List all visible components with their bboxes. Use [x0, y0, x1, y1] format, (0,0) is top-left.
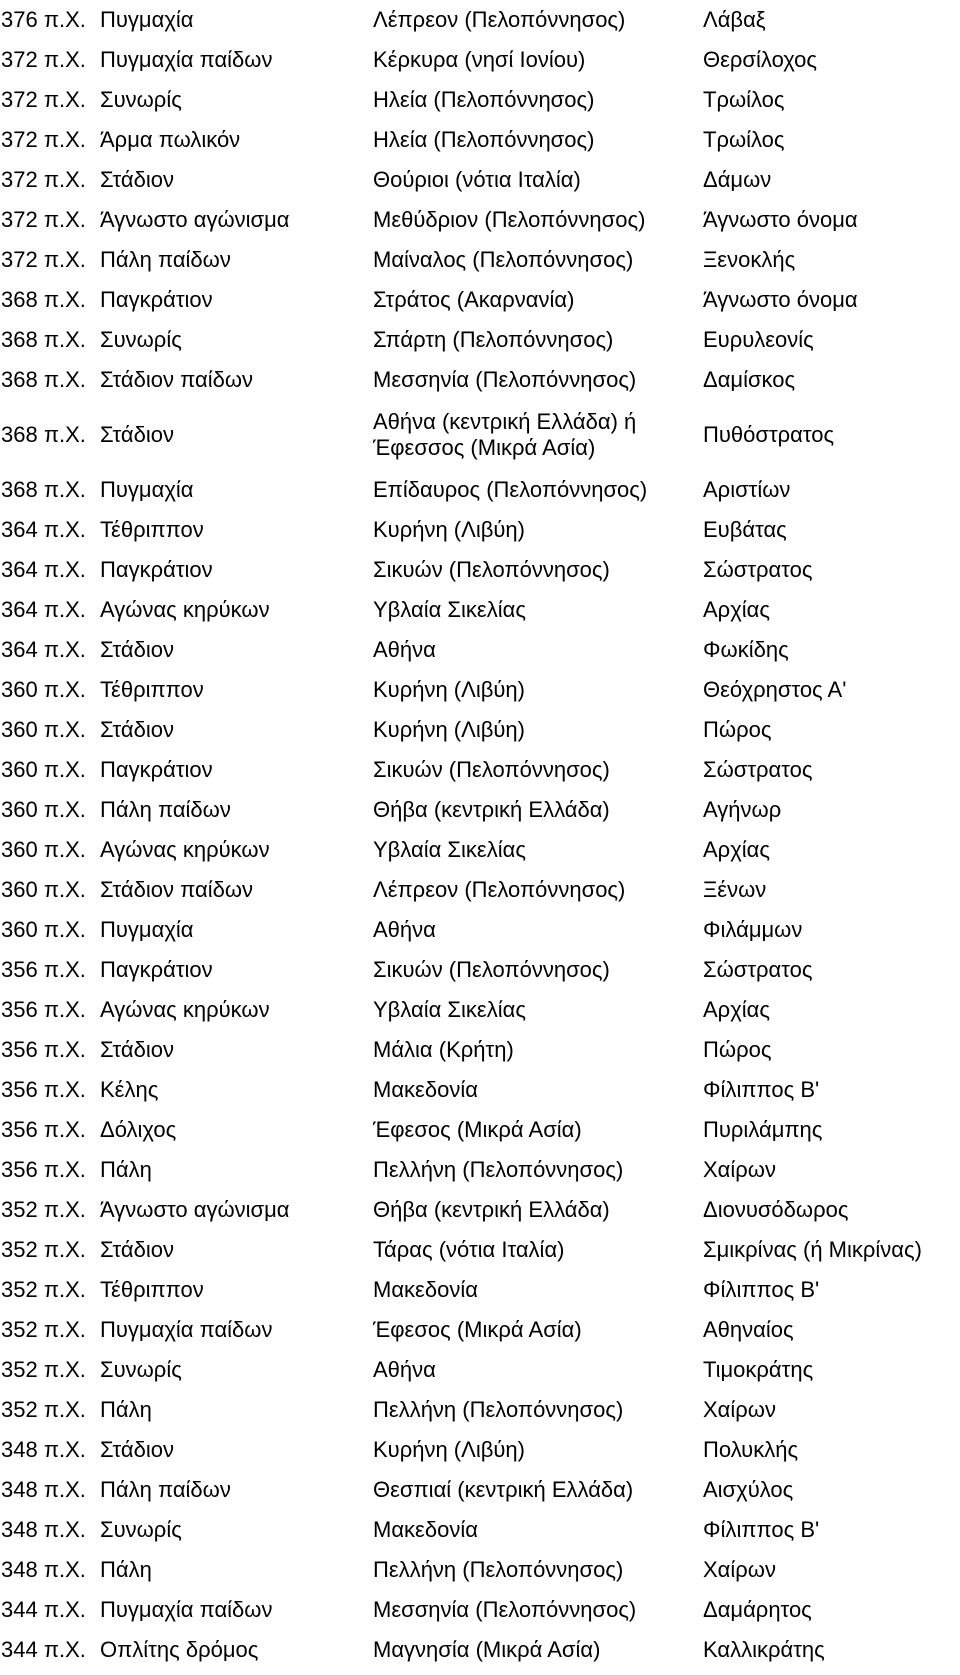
year-cell: 356 π.Χ. [1, 1157, 86, 1182]
event-cell: Οπλίτης δρόμος [100, 1637, 259, 1662]
event-cell: Πυγμαχία παίδων [100, 1317, 273, 1342]
place-cell: Κυρήνη (Λιβύη) [373, 1437, 525, 1462]
winner-cell: Χαίρων [703, 1397, 776, 1422]
table-row [0, 950, 960, 990]
winner-cell: Φωκίδης [703, 637, 789, 662]
table-row [0, 360, 960, 400]
year-cell: 356 π.Χ. [1, 1077, 86, 1102]
event-cell: Πυγμαχία παίδων [100, 1597, 273, 1622]
place-cell: Μακεδονία [373, 1517, 478, 1542]
place-cell: Μεθύδριον (Πελοπόννησος) [373, 207, 646, 232]
year-cell: 360 π.Χ. [1, 797, 86, 822]
year-cell: 352 π.Χ. [1, 1197, 86, 1222]
place-cell: Μάλια (Κρήτη) [373, 1037, 514, 1062]
event-cell: Πάλη παίδων [100, 247, 231, 272]
place-cell: Τάρας (νότια Ιταλία) [373, 1237, 565, 1262]
year-cell: 360 π.Χ. [1, 757, 86, 782]
place-cell: Θεσπιαί (κεντρική Ελλάδα) [373, 1477, 634, 1502]
place-cell: Ηλεία (Πελοπόννησος) [373, 127, 595, 152]
event-cell: Στάδιον παίδων [100, 367, 254, 392]
winner-cell: Ευρυλεονίς [703, 327, 814, 352]
winner-cell: Πυριλάμπης [703, 1117, 823, 1142]
winner-cell: Αριστίων [703, 477, 791, 502]
table-row [0, 40, 960, 80]
place-cell: Κυρήνη (Λιβύη) [373, 517, 525, 542]
place-cell: Πελλήνη (Πελοπόννησος) [373, 1557, 624, 1582]
table-row [0, 320, 960, 360]
winner-cell: Σμικρίνας (ή Μικρίνας) [703, 1237, 922, 1262]
event-cell: Παγκράτιον [100, 287, 213, 312]
event-cell: Πυγμαχία παίδων [100, 47, 273, 72]
winner-cell: Σώστρατος [703, 757, 813, 782]
table-row [0, 1510, 960, 1550]
event-cell: Αγώνας κηρύκων [100, 837, 270, 862]
table-row [0, 1230, 960, 1270]
place-cell: Υβλαία Σικελίας [373, 837, 526, 862]
winner-cell: Τρωίλος [703, 127, 785, 152]
year-cell: 344 π.Χ. [1, 1597, 86, 1622]
table-row [0, 400, 960, 470]
year-cell: 352 π.Χ. [1, 1357, 86, 1382]
place-cell: Κυρήνη (Λιβύη) [373, 717, 525, 742]
event-cell: Πυγμαχία [100, 477, 194, 502]
winner-cell: Πολυκλής [703, 1437, 799, 1462]
winner-cell: Άγνωστο όνομα [703, 207, 858, 232]
year-cell: 364 π.Χ. [1, 597, 86, 622]
winner-cell: Δαμίσκος [703, 367, 796, 392]
event-cell: Κέλης [100, 1077, 159, 1102]
year-cell: 360 π.Χ. [1, 717, 86, 742]
event-cell: Τέθριππον [100, 677, 204, 702]
place-cell: Θήβα (κεντρική Ελλάδα) [373, 797, 610, 822]
place-cell: Υβλαία Σικελίας [373, 597, 526, 622]
year-cell: 352 π.Χ. [1, 1237, 86, 1262]
place-cell: Στράτος (Ακαρνανία) [373, 287, 575, 312]
event-cell: Στάδιον [100, 1437, 175, 1462]
table-row [0, 1550, 960, 1590]
event-cell: Άγνωστο αγώνισμα [100, 207, 290, 232]
event-cell: Στάδιον [100, 637, 175, 662]
table-row [0, 630, 960, 670]
place-cell: Λέπρεον (Πελοπόννησος) [373, 7, 626, 32]
year-cell: 372 π.Χ. [1, 207, 86, 232]
winner-cell: Θεόχρηστος Α' [703, 677, 847, 702]
year-cell: 364 π.Χ. [1, 557, 86, 582]
year-cell: 372 π.Χ. [1, 127, 86, 152]
winner-cell: Πυθόστρατος [703, 422, 835, 447]
event-cell: Στάδιον [100, 1237, 175, 1262]
place-cell: Υβλαία Σικελίας [373, 997, 526, 1022]
winner-cell: Ξένων [703, 877, 767, 902]
place-cell: Έφεσος (Μικρά Ασία) [373, 1117, 582, 1142]
table-row [0, 1390, 960, 1430]
year-cell: 360 π.Χ. [1, 917, 86, 942]
year-cell: 376 π.Χ. [1, 7, 86, 32]
winner-cell: Φίλιππος Β' [703, 1277, 820, 1302]
table-row [0, 1310, 960, 1350]
year-cell: 364 π.Χ. [1, 637, 86, 662]
event-cell: Συνωρίς [100, 1517, 182, 1542]
event-cell: Στάδιον [100, 1037, 175, 1062]
year-cell: 348 π.Χ. [1, 1517, 86, 1542]
event-cell: Δόλιχος [100, 1117, 177, 1142]
table-row [0, 1350, 960, 1390]
place-cell: Πελλήνη (Πελοπόννησος) [373, 1157, 624, 1182]
winner-cell: Δάμων [703, 167, 772, 192]
winner-cell: Χαίρων [703, 1157, 776, 1182]
year-cell: 368 π.Χ. [1, 422, 86, 447]
year-cell: 360 π.Χ. [1, 837, 86, 862]
table-row [0, 1110, 960, 1150]
place-cell: Μακεδονία [373, 1277, 478, 1302]
winner-cell: Πώρος [703, 1037, 772, 1062]
place-cell: Σικυών (Πελοπόννησος) [373, 757, 610, 782]
event-cell: Πάλη [100, 1397, 152, 1422]
table-row [0, 120, 960, 160]
place-cell: Αθήνα [373, 917, 436, 942]
event-cell: Πάλη [100, 1157, 152, 1182]
table-row [0, 1070, 960, 1110]
table-row [0, 80, 960, 120]
winner-cell: Καλλικράτης [703, 1637, 825, 1662]
table-row [0, 750, 960, 790]
year-cell: 344 π.Χ. [1, 1637, 86, 1662]
event-cell: Πάλη παίδων [100, 1477, 231, 1502]
event-cell: Παγκράτιον [100, 757, 213, 782]
year-cell: 352 π.Χ. [1, 1277, 86, 1302]
winner-cell: Σώστρατος [703, 957, 813, 982]
year-cell: 372 π.Χ. [1, 247, 86, 272]
place-cell: Θούριοι (νότια Ιταλία) [373, 167, 581, 192]
winner-cell: Αγήνωρ [703, 797, 782, 822]
table-row [0, 910, 960, 950]
place-cell: Λέπρεον (Πελοπόννησος) [373, 877, 626, 902]
table-row [0, 1030, 960, 1070]
table-row [0, 1270, 960, 1310]
year-cell: 368 π.Χ. [1, 477, 86, 502]
place-cell: Αθήνα (κεντρική Ελλάδα) ή Έφεσσος (Μικρά Ασία) [373, 409, 637, 460]
year-cell: 364 π.Χ. [1, 517, 86, 542]
year-cell: 368 π.Χ. [1, 367, 86, 392]
event-cell: Άγνωστο αγώνισμα [100, 1197, 290, 1222]
place-cell: Αθήνα [373, 1357, 436, 1382]
event-cell: Στάδιον [100, 167, 175, 192]
event-cell: Στάδιον [100, 717, 175, 742]
event-cell: Στάδιον παίδων [100, 877, 254, 902]
year-cell: 372 π.Χ. [1, 87, 86, 112]
year-cell: 352 π.Χ. [1, 1317, 86, 1342]
winner-cell: Λάβαξ [703, 7, 766, 32]
winner-cell: Δαμάρητος [703, 1597, 812, 1622]
year-cell: 360 π.Χ. [1, 877, 86, 902]
table-row [0, 160, 960, 200]
table-row [0, 1630, 960, 1670]
table-row [0, 1590, 960, 1630]
event-cell: Συνωρίς [100, 327, 182, 352]
winner-cell: Φιλάμμων [703, 917, 803, 942]
table-row [0, 1430, 960, 1470]
event-cell: Αγώνας κηρύκων [100, 997, 270, 1022]
place-cell: Αθήνα [373, 637, 436, 662]
winner-cell: Άγνωστο όνομα [703, 287, 858, 312]
table-row [0, 990, 960, 1030]
winner-cell: Τιμοκράτης [703, 1357, 814, 1382]
table-row [0, 280, 960, 320]
place-cell: Σπάρτη (Πελοπόννησος) [373, 327, 614, 352]
place-cell: Μαγνησία (Μικρά Ασία) [373, 1637, 601, 1662]
winner-cell: Αρχίας [703, 597, 770, 622]
table-row [0, 710, 960, 750]
event-cell: Παγκράτιον [100, 957, 213, 982]
event-cell: Πυγμαχία [100, 7, 194, 32]
year-cell: 348 π.Χ. [1, 1557, 86, 1582]
place-cell: Έφεσος (Μικρά Ασία) [373, 1317, 582, 1342]
event-cell: Στάδιον [100, 422, 175, 447]
event-cell: Αγώνας κηρύκων [100, 597, 270, 622]
event-cell: Τέθριππον [100, 517, 204, 542]
winner-cell: Αρχίας [703, 997, 770, 1022]
table-row [0, 0, 960, 40]
table-row [0, 790, 960, 830]
event-cell: Τέθριππον [100, 1277, 204, 1302]
winner-cell: Διονυσόδωρος [703, 1197, 849, 1222]
table-row [0, 830, 960, 870]
winner-cell: Σώστρατος [703, 557, 813, 582]
winner-cell: Ξενοκλής [703, 247, 796, 272]
winner-cell: Τρωίλος [703, 87, 785, 112]
place-cell: Σικυών (Πελοπόννησος) [373, 957, 610, 982]
year-cell: 368 π.Χ. [1, 327, 86, 352]
table-row [0, 1470, 960, 1510]
place-cell: Μακεδονία [373, 1077, 478, 1102]
winner-cell: Αρχίας [703, 837, 770, 862]
event-cell: Άρμα πωλικόν [100, 127, 241, 152]
winner-cell: Αθηναίος [703, 1317, 794, 1342]
place-cell: Επίδαυρος (Πελοπόννησος) [373, 477, 648, 502]
table-row [0, 510, 960, 550]
year-cell: 348 π.Χ. [1, 1477, 86, 1502]
table-row [0, 1190, 960, 1230]
table-row [0, 200, 960, 240]
year-cell: 372 π.Χ. [1, 47, 86, 72]
place-cell: Μεσσηνία (Πελοπόννησος) [373, 367, 637, 392]
year-cell: 348 π.Χ. [1, 1437, 86, 1462]
event-cell: Πάλη παίδων [100, 797, 231, 822]
year-cell: 368 π.Χ. [1, 287, 86, 312]
event-cell: Συνωρίς [100, 87, 182, 112]
winner-cell: Πώρος [703, 717, 772, 742]
winner-cell: Θερσίλοχος [703, 47, 818, 72]
winner-cell: Χαίρων [703, 1557, 776, 1582]
winner-cell: Ευβάτας [703, 517, 787, 542]
place-cell: Κυρήνη (Λιβύη) [373, 677, 525, 702]
place-cell: Θήβα (κεντρική Ελλάδα) [373, 1197, 610, 1222]
event-cell: Πυγμαχία [100, 917, 194, 942]
winner-cell: Φίλιππος Β' [703, 1517, 820, 1542]
event-cell: Συνωρίς [100, 1357, 182, 1382]
year-cell: 352 π.Χ. [1, 1397, 86, 1422]
table-row [0, 590, 960, 630]
place-cell: Κέρκυρα (νησί Ιονίου) [373, 47, 586, 72]
year-cell: 360 π.Χ. [1, 677, 86, 702]
event-cell: Πάλη [100, 1557, 152, 1582]
place-cell: Σικυών (Πελοπόννησος) [373, 557, 610, 582]
table-row [0, 670, 960, 710]
place-cell: Πελλήνη (Πελοπόννησος) [373, 1397, 624, 1422]
place-cell: Μαίναλος (Πελοπόννησος) [373, 247, 634, 272]
winner-cell: Φίλιππος Β' [703, 1077, 820, 1102]
year-cell: 356 π.Χ. [1, 997, 86, 1022]
year-cell: 356 π.Χ. [1, 957, 86, 982]
place-cell: Μεσσηνία (Πελοπόννησος) [373, 1597, 637, 1622]
table-row [0, 550, 960, 590]
table-row [0, 1150, 960, 1190]
winner-cell: Αισχύλος [703, 1477, 794, 1502]
year-cell: 372 π.Χ. [1, 167, 86, 192]
table-row [0, 870, 960, 910]
event-cell: Παγκράτιον [100, 557, 213, 582]
year-cell: 356 π.Χ. [1, 1117, 86, 1142]
table-row [0, 470, 960, 510]
year-cell: 356 π.Χ. [1, 1037, 86, 1062]
table-row [0, 240, 960, 280]
place-cell: Ηλεία (Πελοπόννησος) [373, 87, 595, 112]
